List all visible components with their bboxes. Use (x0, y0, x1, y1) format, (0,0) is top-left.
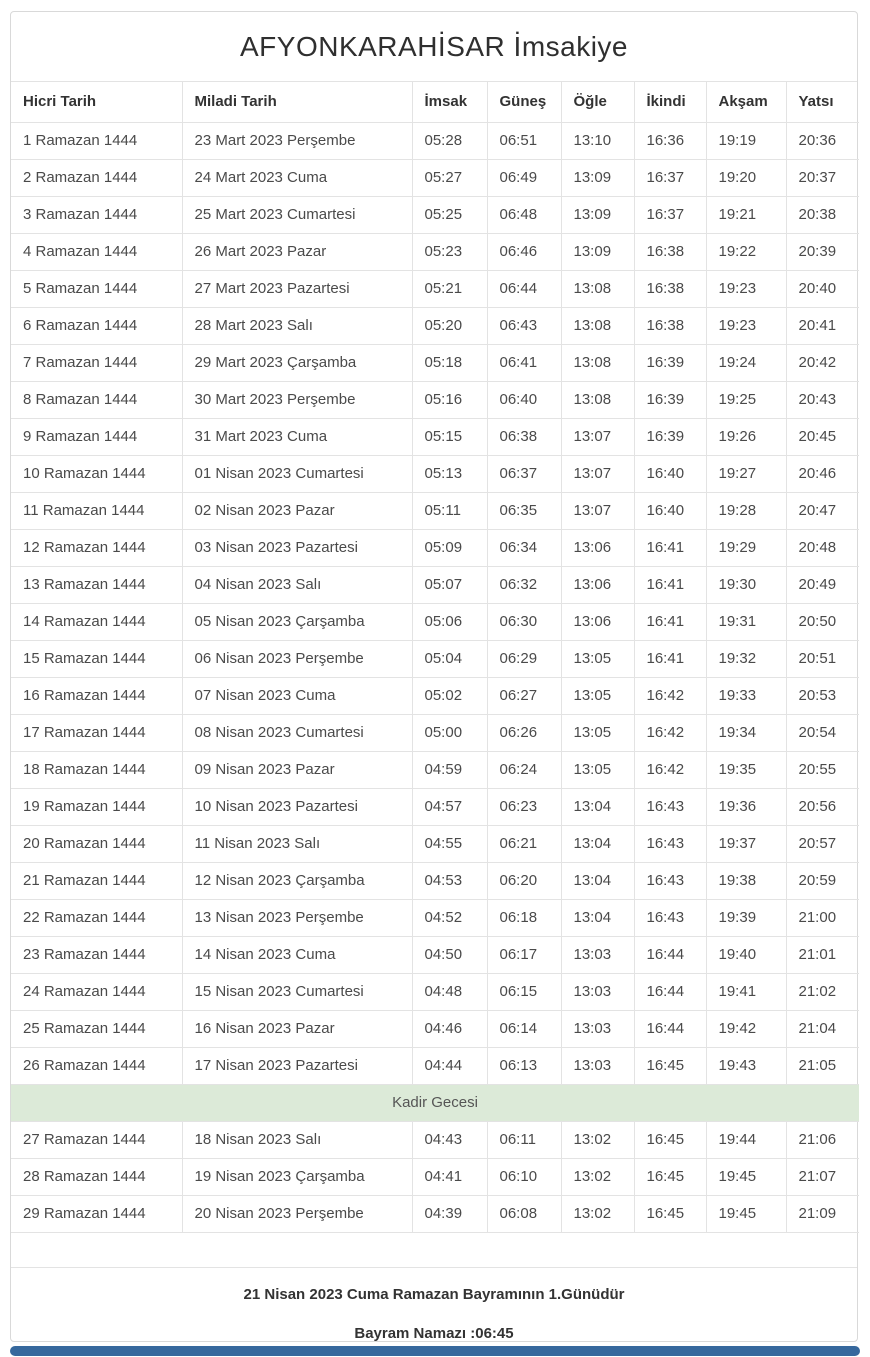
aksam-cell: 19:23 (706, 307, 786, 344)
ikindi-cell: 16:43 (634, 862, 706, 899)
hicri-cell: 27 Ramazan 1444 (11, 1121, 182, 1158)
gunes-cell: 06:41 (487, 344, 561, 381)
table-row (11, 159, 859, 196)
gunes-cell: 06:20 (487, 862, 561, 899)
aksam-cell: 19:25 (706, 381, 786, 418)
imsak-cell: 05:27 (412, 159, 487, 196)
kadir-gecesi-row (11, 1084, 859, 1121)
table-row (11, 714, 859, 751)
table-row (11, 1195, 859, 1232)
hicri-cell: 23 Ramazan 1444 (11, 936, 182, 973)
ikindi-cell: 16:42 (634, 714, 706, 751)
yatsi-cell: 21:02 (786, 973, 859, 1010)
imsak-cell: 05:15 (412, 418, 487, 455)
ogle-cell: 13:05 (561, 677, 634, 714)
aksam-cell: 19:34 (706, 714, 786, 751)
imsak-cell: 05:00 (412, 714, 487, 751)
miladi-cell: 11 Nisan 2023 Salı (182, 825, 412, 862)
column-header-miladi: Miladi Tarih (182, 82, 412, 122)
imsak-cell: 04:55 (412, 825, 487, 862)
gunes-cell: 06:48 (487, 196, 561, 233)
gunes-cell: 06:44 (487, 270, 561, 307)
table-row (11, 529, 859, 566)
ogle-cell: 13:06 (561, 603, 634, 640)
miladi-cell: 07 Nisan 2023 Cuma (182, 677, 412, 714)
table-row (11, 381, 859, 418)
miladi-cell: 24 Mart 2023 Cuma (182, 159, 412, 196)
ogle-cell: 13:06 (561, 529, 634, 566)
ogle-cell: 13:09 (561, 233, 634, 270)
ikindi-cell: 16:42 (634, 751, 706, 788)
ogle-cell: 13:07 (561, 455, 634, 492)
table-row (11, 307, 859, 344)
imsak-cell: 04:44 (412, 1047, 487, 1084)
table-body (11, 122, 859, 1267)
ogle-cell: 13:03 (561, 1010, 634, 1047)
aksam-cell: 19:39 (706, 899, 786, 936)
aksam-cell: 19:20 (706, 159, 786, 196)
imsak-cell: 04:43 (412, 1121, 487, 1158)
imsak-cell: 05:21 (412, 270, 487, 307)
gunes-cell: 06:11 (487, 1121, 561, 1158)
yatsi-cell: 20:51 (786, 640, 859, 677)
ogle-cell: 13:04 (561, 862, 634, 899)
miladi-cell: 17 Nisan 2023 Pazartesi (182, 1047, 412, 1084)
gunes-cell: 06:26 (487, 714, 561, 751)
hicri-cell: 7 Ramazan 1444 (11, 344, 182, 381)
bottom-accent-bar (10, 1346, 860, 1356)
yatsi-cell: 20:45 (786, 418, 859, 455)
ogle-cell: 13:02 (561, 1158, 634, 1195)
footer (11, 1267, 857, 1341)
aksam-cell: 19:29 (706, 529, 786, 566)
table-row (11, 862, 859, 899)
hicri-cell: 17 Ramazan 1444 (11, 714, 182, 751)
ogle-cell: 13:02 (561, 1195, 634, 1232)
ikindi-cell: 16:39 (634, 344, 706, 381)
ikindi-cell: 16:40 (634, 492, 706, 529)
hicri-cell: 3 Ramazan 1444 (11, 196, 182, 233)
table-row (11, 936, 859, 973)
imsak-cell: 04:52 (412, 899, 487, 936)
ogle-cell: 13:04 (561, 899, 634, 936)
miladi-cell: 04 Nisan 2023 Salı (182, 566, 412, 603)
yatsi-cell: 20:37 (786, 159, 859, 196)
miladi-cell: 19 Nisan 2023 Çarşamba (182, 1158, 412, 1195)
ikindi-cell: 16:41 (634, 529, 706, 566)
imsak-cell: 04:41 (412, 1158, 487, 1195)
column-header-hicri: Hicri Tarih (11, 82, 182, 122)
yatsi-cell: 21:05 (786, 1047, 859, 1084)
miladi-cell: 06 Nisan 2023 Perşembe (182, 640, 412, 677)
ikindi-cell: 16:45 (634, 1195, 706, 1232)
ikindi-cell: 16:41 (634, 603, 706, 640)
imsak-cell: 05:06 (412, 603, 487, 640)
yatsi-cell: 20:54 (786, 714, 859, 751)
ikindi-cell: 16:44 (634, 1010, 706, 1047)
gunes-cell: 06:18 (487, 899, 561, 936)
hicri-cell: 8 Ramazan 1444 (11, 381, 182, 418)
table-row (11, 418, 859, 455)
aksam-cell: 19:38 (706, 862, 786, 899)
miladi-cell: 26 Mart 2023 Pazar (182, 233, 412, 270)
miladi-cell: 23 Mart 2023 Perşembe (182, 122, 412, 159)
ikindi-cell: 16:45 (634, 1121, 706, 1158)
table-row (11, 640, 859, 677)
yatsi-cell: 21:07 (786, 1158, 859, 1195)
gunes-cell: 06:37 (487, 455, 561, 492)
miladi-cell: 10 Nisan 2023 Pazartesi (182, 788, 412, 825)
ikindi-cell: 16:42 (634, 677, 706, 714)
imsak-cell: 04:48 (412, 973, 487, 1010)
ikindi-cell: 16:39 (634, 381, 706, 418)
gunes-cell: 06:43 (487, 307, 561, 344)
table-row (11, 1158, 859, 1195)
imsak-cell: 04:53 (412, 862, 487, 899)
ikindi-cell: 16:43 (634, 825, 706, 862)
gunes-cell: 06:24 (487, 751, 561, 788)
imsak-cell: 04:57 (412, 788, 487, 825)
yatsi-cell: 21:06 (786, 1121, 859, 1158)
hicri-cell: 13 Ramazan 1444 (11, 566, 182, 603)
ikindi-cell: 16:37 (634, 196, 706, 233)
imsak-cell: 05:25 (412, 196, 487, 233)
hicri-cell: 15 Ramazan 1444 (11, 640, 182, 677)
ikindi-cell: 16:45 (634, 1047, 706, 1084)
yatsi-cell: 20:42 (786, 344, 859, 381)
ogle-cell: 13:08 (561, 344, 634, 381)
aksam-cell: 19:22 (706, 233, 786, 270)
ikindi-cell: 16:43 (634, 899, 706, 936)
aksam-cell: 19:27 (706, 455, 786, 492)
aksam-cell: 19:28 (706, 492, 786, 529)
bayram-prayer-time: Bayram Namazı :06:45 (354, 1325, 514, 1342)
hicri-cell: 1 Ramazan 1444 (11, 122, 182, 159)
ogle-cell: 13:09 (561, 159, 634, 196)
hicri-cell: 2 Ramazan 1444 (11, 159, 182, 196)
table-row (11, 603, 859, 640)
ikindi-cell: 16:39 (634, 418, 706, 455)
gunes-cell: 06:30 (487, 603, 561, 640)
hicri-cell: 11 Ramazan 1444 (11, 492, 182, 529)
gunes-cell: 06:29 (487, 640, 561, 677)
table-row (11, 899, 859, 936)
imsak-cell: 05:13 (412, 455, 487, 492)
gunes-cell: 06:14 (487, 1010, 561, 1047)
hicri-cell: 29 Ramazan 1444 (11, 1195, 182, 1232)
gunes-cell: 06:23 (487, 788, 561, 825)
ikindi-cell: 16:37 (634, 159, 706, 196)
table-row (11, 492, 859, 529)
ikindi-cell: 16:40 (634, 455, 706, 492)
hicri-cell: 24 Ramazan 1444 (11, 973, 182, 1010)
aksam-cell: 19:24 (706, 344, 786, 381)
ogle-cell: 13:04 (561, 825, 634, 862)
hicri-cell: 20 Ramazan 1444 (11, 825, 182, 862)
aksam-cell: 19:40 (706, 936, 786, 973)
yatsi-cell: 20:38 (786, 196, 859, 233)
imsak-cell: 05:09 (412, 529, 487, 566)
gunes-cell: 06:34 (487, 529, 561, 566)
miladi-cell: 18 Nisan 2023 Salı (182, 1121, 412, 1158)
table-row (11, 455, 859, 492)
yatsi-cell: 20:41 (786, 307, 859, 344)
yatsi-cell: 20:56 (786, 788, 859, 825)
gunes-cell: 06:35 (487, 492, 561, 529)
imsak-cell: 05:20 (412, 307, 487, 344)
miladi-cell: 27 Mart 2023 Pazartesi (182, 270, 412, 307)
ikindi-cell: 16:38 (634, 233, 706, 270)
table-row (11, 270, 859, 307)
miladi-cell: 30 Mart 2023 Perşembe (182, 381, 412, 418)
ogle-cell: 13:09 (561, 196, 634, 233)
aksam-cell: 19:37 (706, 825, 786, 862)
imsak-cell: 04:39 (412, 1195, 487, 1232)
ogle-cell: 13:06 (561, 566, 634, 603)
yatsi-cell: 20:59 (786, 862, 859, 899)
gunes-cell: 06:15 (487, 973, 561, 1010)
imsak-cell: 05:16 (412, 381, 487, 418)
aksam-cell: 19:21 (706, 196, 786, 233)
aksam-cell: 19:36 (706, 788, 786, 825)
imsak-cell: 05:07 (412, 566, 487, 603)
yatsi-cell: 20:39 (786, 233, 859, 270)
imsak-cell: 05:11 (412, 492, 487, 529)
table-row (11, 677, 859, 714)
gunes-cell: 06:40 (487, 381, 561, 418)
ogle-cell: 13:04 (561, 788, 634, 825)
aksam-cell: 19:41 (706, 973, 786, 1010)
yatsi-cell: 21:01 (786, 936, 859, 973)
ogle-cell: 13:03 (561, 1047, 634, 1084)
table-row (11, 566, 859, 603)
ogle-cell: 13:08 (561, 270, 634, 307)
gunes-cell: 06:46 (487, 233, 561, 270)
ikindi-cell: 16:36 (634, 122, 706, 159)
yatsi-cell: 20:36 (786, 122, 859, 159)
miladi-cell: 25 Mart 2023 Cumartesi (182, 196, 412, 233)
empty-spacer-row (11, 1232, 859, 1267)
table-row (11, 122, 859, 159)
hicri-cell: 6 Ramazan 1444 (11, 307, 182, 344)
aksam-cell: 19:33 (706, 677, 786, 714)
miladi-cell: 09 Nisan 2023 Pazar (182, 751, 412, 788)
miladi-cell: 12 Nisan 2023 Çarşamba (182, 862, 412, 899)
table-row (11, 788, 859, 825)
empty-spacer-row-cell (11, 1232, 859, 1267)
yatsi-cell: 20:57 (786, 825, 859, 862)
imsak-cell: 04:50 (412, 936, 487, 973)
column-header-ogle: Öğle (561, 82, 634, 122)
gunes-cell: 06:38 (487, 418, 561, 455)
miladi-cell: 15 Nisan 2023 Cumartesi (182, 973, 412, 1010)
column-header-yatsi: Yatsı (786, 82, 859, 122)
column-header-ikindi: İkindi (634, 82, 706, 122)
imsak-cell: 04:59 (412, 751, 487, 788)
miladi-cell: 20 Nisan 2023 Perşembe (182, 1195, 412, 1232)
yatsi-cell: 20:50 (786, 603, 859, 640)
yatsi-cell: 21:00 (786, 899, 859, 936)
yatsi-cell: 20:43 (786, 381, 859, 418)
gunes-cell: 06:17 (487, 936, 561, 973)
ogle-cell: 13:10 (561, 122, 634, 159)
miladi-cell: 28 Mart 2023 Salı (182, 307, 412, 344)
gunes-cell: 06:13 (487, 1047, 561, 1084)
miladi-cell: 13 Nisan 2023 Perşembe (182, 899, 412, 936)
ikindi-cell: 16:44 (634, 973, 706, 1010)
aksam-cell: 19:45 (706, 1158, 786, 1195)
ikindi-cell: 16:38 (634, 270, 706, 307)
imsak-cell: 05:02 (412, 677, 487, 714)
ikindi-cell: 16:41 (634, 566, 706, 603)
table-row (11, 1047, 859, 1084)
ikindi-cell: 16:44 (634, 936, 706, 973)
imsakiye-card (10, 11, 858, 1342)
hicri-cell: 4 Ramazan 1444 (11, 233, 182, 270)
column-header-imsak: İmsak (412, 82, 487, 122)
ikindi-cell: 16:43 (634, 788, 706, 825)
gunes-cell: 06:27 (487, 677, 561, 714)
aksam-cell: 19:42 (706, 1010, 786, 1047)
ikindi-cell: 16:41 (634, 640, 706, 677)
hicri-cell: 26 Ramazan 1444 (11, 1047, 182, 1084)
miladi-cell: 03 Nisan 2023 Pazartesi (182, 529, 412, 566)
bayram-day-note: 21 Nisan 2023 Cuma Ramazan Bayramının 1.Günüdür (243, 1286, 625, 1303)
aksam-cell: 19:43 (706, 1047, 786, 1084)
aksam-cell: 19:26 (706, 418, 786, 455)
ogle-cell: 13:07 (561, 418, 634, 455)
table-row (11, 196, 859, 233)
ogle-cell: 13:05 (561, 714, 634, 751)
aksam-cell: 19:35 (706, 751, 786, 788)
gunes-cell: 06:08 (487, 1195, 561, 1232)
table-row (11, 1010, 859, 1047)
miladi-cell: 05 Nisan 2023 Çarşamba (182, 603, 412, 640)
table-row (11, 233, 859, 270)
hicri-cell: 9 Ramazan 1444 (11, 418, 182, 455)
page-title: AFYONKARAHİSAR İmsakiye (11, 12, 857, 82)
table-row (11, 1121, 859, 1158)
hicri-cell: 21 Ramazan 1444 (11, 862, 182, 899)
table-row (11, 825, 859, 862)
hicri-cell: 18 Ramazan 1444 (11, 751, 182, 788)
ogle-cell: 13:08 (561, 381, 634, 418)
yatsi-cell: 21:09 (786, 1195, 859, 1232)
table-row (11, 344, 859, 381)
gunes-cell: 06:32 (487, 566, 561, 603)
hicri-cell: 28 Ramazan 1444 (11, 1158, 182, 1195)
aksam-cell: 19:30 (706, 566, 786, 603)
gunes-cell: 06:21 (487, 825, 561, 862)
miladi-cell: 29 Mart 2023 Çarşamba (182, 344, 412, 381)
miladi-cell: 08 Nisan 2023 Cumartesi (182, 714, 412, 751)
miladi-cell: 02 Nisan 2023 Pazar (182, 492, 412, 529)
ogle-cell: 13:07 (561, 492, 634, 529)
aksam-cell: 19:32 (706, 640, 786, 677)
aksam-cell: 19:44 (706, 1121, 786, 1158)
hicri-cell: 12 Ramazan 1444 (11, 529, 182, 566)
prayer-times-table (11, 82, 859, 1267)
yatsi-cell: 20:46 (786, 455, 859, 492)
ogle-cell: 13:08 (561, 307, 634, 344)
miladi-cell: 16 Nisan 2023 Pazar (182, 1010, 412, 1047)
yatsi-cell: 20:55 (786, 751, 859, 788)
column-header-aksam: Akşam (706, 82, 786, 122)
yatsi-cell: 20:48 (786, 529, 859, 566)
ogle-cell: 13:03 (561, 973, 634, 1010)
hicri-cell: 25 Ramazan 1444 (11, 1010, 182, 1047)
hicri-cell: 5 Ramazan 1444 (11, 270, 182, 307)
gunes-cell: 06:51 (487, 122, 561, 159)
aksam-cell: 19:31 (706, 603, 786, 640)
column-header-gunes: Güneş (487, 82, 561, 122)
miladi-cell: 31 Mart 2023 Cuma (182, 418, 412, 455)
yatsi-cell: 21:04 (786, 1010, 859, 1047)
gunes-cell: 06:49 (487, 159, 561, 196)
miladi-cell: 14 Nisan 2023 Cuma (182, 936, 412, 973)
hicri-cell: 19 Ramazan 1444 (11, 788, 182, 825)
ikindi-cell: 16:38 (634, 307, 706, 344)
table-header-row (11, 82, 859, 122)
table-row (11, 973, 859, 1010)
aksam-cell: 19:23 (706, 270, 786, 307)
imsak-cell: 05:04 (412, 640, 487, 677)
ogle-cell: 13:05 (561, 751, 634, 788)
ikindi-cell: 16:45 (634, 1158, 706, 1195)
yatsi-cell: 20:49 (786, 566, 859, 603)
yatsi-cell: 20:40 (786, 270, 859, 307)
imsak-cell: 05:18 (412, 344, 487, 381)
imsak-cell: 05:23 (412, 233, 487, 270)
ogle-cell: 13:03 (561, 936, 634, 973)
kadir-gecesi-row-cell: Kadir Gecesi (11, 1084, 859, 1121)
yatsi-cell: 20:47 (786, 492, 859, 529)
gunes-cell: 06:10 (487, 1158, 561, 1195)
ogle-cell: 13:05 (561, 640, 634, 677)
imsak-cell: 04:46 (412, 1010, 487, 1047)
hicri-cell: 22 Ramazan 1444 (11, 899, 182, 936)
hicri-cell: 10 Ramazan 1444 (11, 455, 182, 492)
miladi-cell: 01 Nisan 2023 Cumartesi (182, 455, 412, 492)
hicri-cell: 14 Ramazan 1444 (11, 603, 182, 640)
hicri-cell: 16 Ramazan 1444 (11, 677, 182, 714)
aksam-cell: 19:45 (706, 1195, 786, 1232)
table-row (11, 751, 859, 788)
ogle-cell: 13:02 (561, 1121, 634, 1158)
imsak-cell: 05:28 (412, 122, 487, 159)
yatsi-cell: 20:53 (786, 677, 859, 714)
aksam-cell: 19:19 (706, 122, 786, 159)
